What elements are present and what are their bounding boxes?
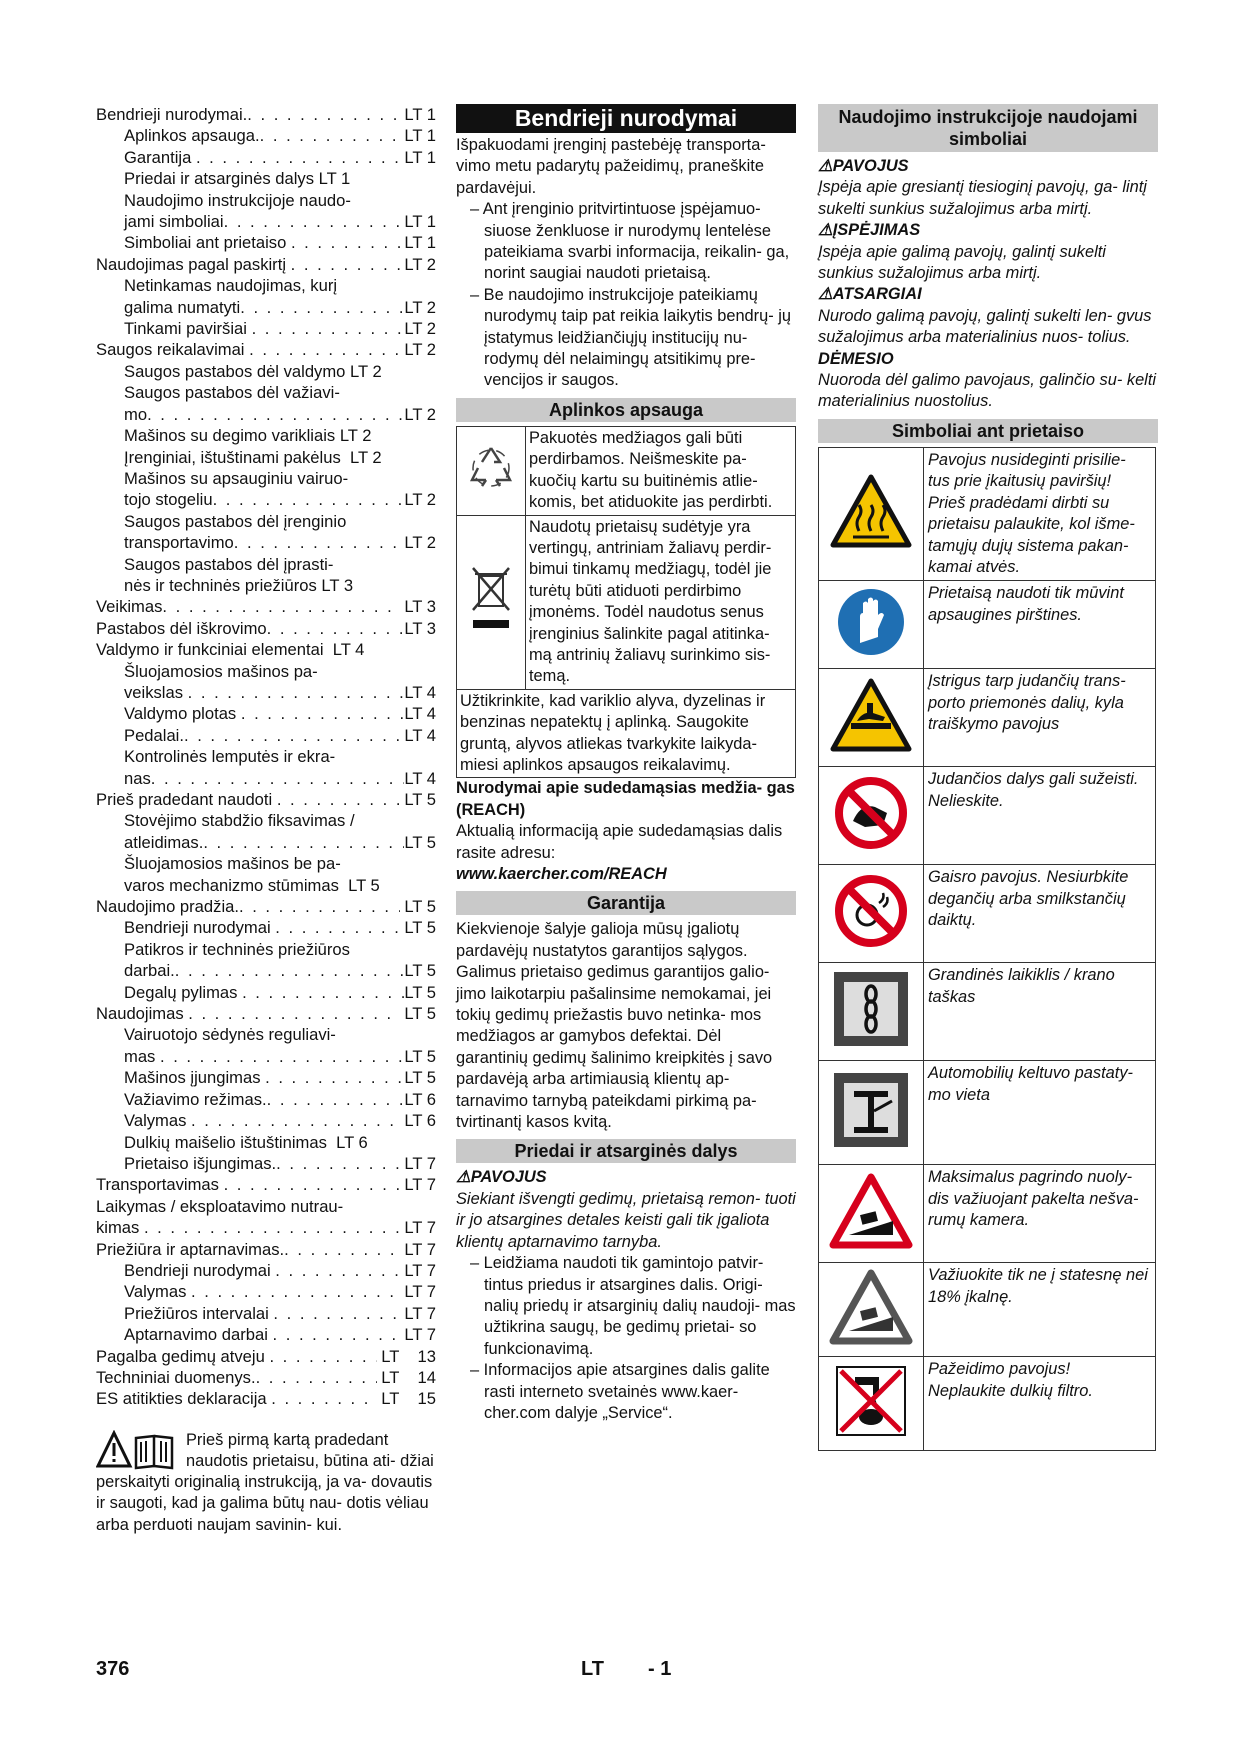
gloves-icon — [836, 587, 906, 657]
no-smoking-icon — [833, 873, 909, 949]
toc-entry-title: Mašinos su degimo varikliais — [124, 426, 336, 446]
section-title-environment: Aplinkos apsauga — [456, 398, 796, 422]
toc-entry[interactable] — [96, 661, 436, 682]
toc-entry-title: Naudojimas — [96, 1004, 189, 1024]
no-touch-icon — [833, 775, 909, 851]
toc-leader-dots — [256, 1367, 377, 1388]
toc-entry-page: LT 7 — [399, 1175, 436, 1195]
toc-entry-page: LT 7 — [399, 1218, 436, 1238]
toc-leader-dots — [241, 703, 404, 724]
toc-entry-title: jami simboliai — [124, 212, 224, 232]
toc-entry[interactable] — [96, 232, 436, 253]
toc-entry-title: atleidimas. — [124, 832, 204, 852]
toc-entry-title: Įrenginiai, ištuštinami pakėlus — [124, 447, 341, 467]
toc-entry[interactable] — [96, 382, 436, 403]
toc-entry[interactable] — [96, 618, 436, 639]
table-of-contents — [96, 104, 436, 1536]
toc-entry-title: Pastabos dėl iškrovimo — [96, 618, 267, 638]
toc-entry[interactable] — [96, 1367, 436, 1388]
toc-entry-page: LT 5 — [399, 1004, 436, 1024]
toc-entry-page: LT 1 — [404, 126, 436, 146]
toc-leader-dots — [188, 1003, 399, 1024]
toc-entry-page: LT 1 — [404, 147, 436, 167]
device-symbols-table — [818, 447, 1156, 1451]
toc-entry[interactable] — [96, 318, 436, 339]
toc-entry-page: LT 5 — [399, 790, 436, 809]
toc-entry-title: Šluojamosios mašinos be pa- — [124, 854, 341, 874]
toc-entry[interactable] — [96, 746, 436, 767]
toc-entry-page: LT 2 — [404, 533, 436, 553]
toc-entry-title: Priedai ir atsarginės dalys — [124, 169, 314, 189]
toc-entry-title: Mašinos įjungimas — [124, 1068, 266, 1088]
toc-entry[interactable] — [96, 810, 436, 831]
column-general — [456, 104, 796, 1424]
environment-packaging-text: Pakuotės medžiagos gali būti perdirbamos. Neišmeskite pa- kuočių kartu su buitinėmis atlie- komis, bet atiduokite jas perdirbti. — [526, 426, 796, 515]
symbol-caution-label: ⚠ATSARGIAI — [818, 285, 922, 304]
toc-leader-dots — [247, 104, 404, 125]
general-bullet-2: – Be naudojimo instrukcijoje pateikiamų nurodymų taip pat reikia laikytis bendrų- jų įstatymus leidžiančiųjų institucijų nu- rodymų dėl nelaimingų atsitikimų pre- vencijos ir saugos. — [470, 285, 792, 390]
toc-entry[interactable] — [96, 168, 436, 189]
device-symbol-text-4: Judančios dalys gali sužeisti. Nelieskite. — [924, 767, 1156, 865]
environment-table — [456, 426, 796, 779]
toc-entry-title: Pagalba gedimų atveju — [96, 1346, 270, 1366]
no-wash-filter-icon — [833, 1363, 909, 1439]
toc-entry-page: LT 2 — [404, 319, 436, 339]
device-symbol-text-3: Įstrigus tarp judančių trans- porto priemonės dalių, kyla traiškymo pavojus — [924, 669, 1156, 767]
toc-entry[interactable] — [96, 447, 436, 468]
toc-entry-title: nas — [124, 768, 151, 788]
toc-entry-title: Saugos pastabos dėl įprasti- — [124, 554, 334, 574]
section-title-symbols: Naudojimo instrukcijoje naudojami simboliai — [818, 104, 1158, 152]
toc-entry[interactable] — [96, 682, 436, 703]
toc-leader-dots — [277, 789, 400, 810]
toc-entry-title: Prietaiso išjungimas. — [124, 1153, 277, 1173]
symbol-danger-label: ⚠PAVOJUS — [818, 157, 909, 175]
toc-entry-title: Priežiūra ir aptarnavimas. — [96, 1239, 285, 1259]
toc-leader-dots — [252, 318, 405, 339]
toc-entry[interactable] — [96, 853, 436, 874]
toc-entry-page: LT 1 — [404, 105, 436, 124]
hot-surface-icon — [829, 473, 913, 549]
toc-leader-dots — [269, 1346, 376, 1367]
toc-entry[interactable] — [96, 1067, 436, 1088]
toc-leader-dots — [276, 1153, 404, 1174]
toc-leader-dots — [160, 1046, 404, 1067]
toc-entry-title: Šluojamosios mašinos pa- — [124, 661, 318, 681]
toc-entry[interactable] — [96, 896, 436, 917]
toc-entry-page: LT 15 — [376, 1389, 436, 1409]
toc-leader-dots — [224, 211, 405, 232]
toc-entry[interactable] — [96, 1089, 436, 1110]
toc-leader-dots — [196, 147, 404, 168]
toc-leader-dots — [271, 1388, 376, 1409]
toc-entry-page: LT 7 — [399, 1239, 436, 1259]
toc-leader-dots — [151, 768, 405, 789]
toc-entry[interactable] — [96, 361, 436, 382]
toc-entry-title: Mašinos su apsauginiu vairuo- — [124, 468, 349, 488]
toc-leader-dots — [240, 297, 404, 318]
toc-entry-page: LT 2 — [345, 361, 382, 381]
symbol-warning-label: ⚠ĮSPĖJIMAS — [818, 221, 921, 240]
toc-entry[interactable] — [96, 875, 436, 896]
toc-entry[interactable] — [96, 1110, 436, 1131]
reach-title: Nurodymai apie sudedamąsias medžia- gas (REACH) — [456, 779, 795, 819]
toc-list — [96, 104, 436, 1410]
toc-entry[interactable] — [96, 960, 436, 981]
device-symbol-text-7: Automobilių keltuvo pastaty- mo vieta — [924, 1061, 1156, 1165]
toc-entry-title: Techniniai duomenys. — [96, 1367, 256, 1387]
toc-entry-title: Saugos reikalavimai — [96, 340, 250, 360]
toc-entry-title: Vairuotojo sėdynės reguliavi- — [124, 1025, 336, 1045]
toc-entry-page: LT 14 — [376, 1367, 436, 1387]
toc-leader-dots — [242, 982, 404, 1003]
toc-entry-page: LT 6 — [404, 1089, 436, 1109]
toc-leader-dots — [213, 489, 405, 510]
toc-entry-page: LT 5 — [338, 875, 380, 895]
toc-entry-page: LT 5 — [404, 982, 436, 1002]
toc-entry-title: veikslas — [124, 682, 188, 702]
toc-entry-title: Tinkami paviršiai — [124, 319, 252, 339]
toc-leader-dots — [265, 1067, 404, 1088]
toc-entry-page: LT 2 — [404, 254, 436, 274]
toc-leader-dots — [147, 404, 404, 425]
symbol-danger-text: Įspėja apie gresiantį tiesioginį pavojų, ga- lintį sukelti sunkius sužalojimus arba mirtį. — [818, 178, 1147, 218]
environment-oil-text: Užtikrinkite, kad variklio alyva, dyzelinas ir benzinas nepatektų į aplinką. Saugokite gruntą, alyvos atliekas tvarkykite laikyda- miesi aplinkos apsaugos reikalavimų. — [457, 689, 796, 778]
toc-leader-dots — [188, 682, 405, 703]
toc-entry-title: Veikimas — [96, 597, 163, 617]
toc-entry[interactable] — [96, 1388, 436, 1409]
toc-entry-title: Kontrolinės lemputės ir ekra- — [124, 747, 336, 767]
toc-leader-dots — [234, 532, 405, 553]
pre-use-note — [96, 1430, 436, 1536]
device-symbol-text-10: Pažeidimo pavojus! Neplaukite dulkių filtro. — [924, 1357, 1156, 1451]
toc-entry-page: LT 4 — [404, 725, 436, 745]
accessories-danger-text: Siekiant išvengti gedimų, prietaisą remon- tuoti ir jo atsargines detales keisti gali tik įgaliota klientų aptarnavimo tarnyba. — [456, 1189, 796, 1251]
accessories-bullet-2: – Informacijos apie atsargines dalis galite rasti interneto svetainės www.kaer- cher.com dalyje „Service“. — [470, 1361, 770, 1422]
toc-entry[interactable] — [96, 1046, 436, 1067]
toc-entry-page: LT 7 — [404, 1282, 436, 1302]
toc-entry[interactable] — [96, 575, 436, 596]
slope-warning-icon — [829, 1173, 913, 1249]
toc-entry-page: LT 3 — [399, 597, 436, 617]
toc-leader-dots — [175, 960, 405, 981]
device-symbol-text-8: Maksimalus pagrindo nuoly- dis važiuojant pakelta nešva- rumų kamera. — [924, 1165, 1156, 1263]
toc-entry-page: LT 5 — [404, 1068, 436, 1088]
toc-leader-dots — [284, 1239, 400, 1260]
toc-entry-title: Patikros ir techninės priežiūros — [124, 939, 350, 959]
pre-use-note-text: Prieš pirmą kartą pradedant naudotis prietaisu, būtina ati- džiai perskaityti originalią instrukciją, ja va- dovautis ir saugoti, kad ja galima būtų nau- dotis vėliau arba perduoti naujam savinin- kui. — [96, 1430, 434, 1534]
toc-entry[interactable] — [96, 275, 436, 296]
toc-entry-page: LT 5 — [404, 1046, 436, 1066]
section-title-device-symbols: Simboliai ant prietaiso — [818, 419, 1158, 443]
column-symbols — [818, 104, 1158, 1451]
section-title-warranty: Garantija — [456, 891, 796, 915]
toc-leader-dots — [260, 125, 405, 146]
toc-entry-page: LT 5 — [399, 897, 436, 917]
toc-entry-title: Netinkamas naudojimas, kurį — [124, 276, 338, 296]
accessories-bullet-1: – Leidžiama naudoti tik gamintojo patvir- tintus priedus ir atsargines dalis. Origi- nalių priedų ir atsarginių dalių naudoji- mas užtikrina saugų, be gedimų prietai- so funkcionavimą. — [470, 1254, 796, 1358]
toc-entry[interactable] — [96, 982, 436, 1003]
toc-entry-title: Pedalai. — [124, 725, 184, 745]
toc-entry[interactable] — [96, 554, 436, 575]
symbol-attention-text: Nuoroda dėl galimo pavojaus, galinčio su- kelti materialinius nuostolius. — [818, 371, 1157, 411]
toc-entry-title: mas — [124, 1046, 160, 1066]
toc-entry-page: LT 1 — [404, 233, 436, 253]
toc-entry[interactable] — [96, 789, 436, 810]
toc-entry[interactable] — [96, 1346, 436, 1367]
toc-entry-title: tojo stogeliu — [124, 490, 213, 510]
toc-entry[interactable] — [96, 1303, 436, 1324]
toc-entry[interactable] — [96, 1174, 436, 1195]
toc-entry-title: Saugos pastabos dėl važiavi- — [124, 383, 340, 403]
toc-entry-title: Bendrieji nurodymai — [124, 918, 276, 938]
reach-text: Aktualią informaciją apie sudedamąsias dalis rasite adresu: — [456, 822, 783, 862]
toc-entry[interactable] — [96, 639, 436, 660]
toc-entry-title: Valymas — [124, 1111, 192, 1131]
toc-entry-title: varos mechanizmo stūmimas — [124, 875, 339, 895]
toc-entry[interactable] — [96, 297, 436, 318]
toc-entry-title: galima numatyti — [124, 297, 241, 317]
toc-entry-page: LT 2 — [404, 340, 436, 360]
toc-entry[interactable] — [96, 254, 436, 275]
toc-entry[interactable] — [96, 125, 436, 146]
toc-entry[interactable] — [96, 104, 436, 125]
symbol-attention-label: DĖMESIO — [818, 349, 894, 368]
toc-entry[interactable] — [96, 703, 436, 724]
symbol-warning-text: Įspėja apie galimą pavojų, galintį sukelti sunkius sužalojimus arba mirtį. — [818, 242, 1106, 283]
toc-entry-title: darbai. — [124, 961, 175, 981]
toc-entry[interactable] — [96, 468, 436, 489]
toc-entry-page: LT 4 — [404, 704, 436, 724]
toc-entry-title: Simboliai ant prietaiso — [124, 233, 291, 253]
slope-18-icon — [829, 1269, 913, 1345]
toc-entry[interactable] — [96, 832, 436, 853]
page-number: 376 — [96, 1658, 130, 1680]
toc-entry[interactable] — [96, 404, 436, 425]
toc-leader-dots — [203, 832, 404, 853]
toc-entry-page: LT 7 — [399, 1260, 436, 1280]
section-title-general: Bendrieji nurodymai — [456, 104, 796, 133]
device-symbol-text-2: Prietaisą naudoti tik mūvint apsaugines pirštines. — [924, 581, 1156, 669]
toc-leader-dots — [273, 1303, 404, 1324]
toc-entry[interactable] — [96, 1132, 436, 1153]
toc-entry-title: Stovėjimo stabdžio fiksavimas / — [124, 811, 355, 831]
toc-entry[interactable] — [96, 1003, 436, 1024]
toc-entry-page: LT 1 — [404, 212, 436, 232]
toc-entry-page: LT 5 — [404, 832, 436, 852]
toc-leader-dots — [191, 1281, 404, 1302]
toc-leader-dots — [273, 1324, 405, 1345]
toc-entry-page: LT 4 — [404, 768, 436, 788]
toc-entry[interactable] — [96, 511, 436, 532]
toc-leader-dots — [184, 725, 404, 746]
toc-entry-title: Saugos pastabos dėl įrenginio — [124, 511, 347, 531]
toc-entry-title: Prieš pradedant naudoti — [96, 790, 277, 809]
toc-entry-title: Aptarnavimo darbai — [124, 1325, 273, 1345]
toc-leader-dots — [291, 254, 405, 275]
toc-entry[interactable] — [96, 339, 436, 360]
device-symbol-text-5: Gaisro pavojus. Nesiurbkite degančių arba smilkstančių daiktų. — [924, 865, 1156, 963]
crush-hazard-icon — [829, 677, 913, 753]
toc-entry[interactable] — [96, 532, 436, 553]
device-symbol-text-6: Grandinės laikiklis / krano taškas — [924, 963, 1156, 1061]
toc-entry[interactable] — [96, 190, 436, 211]
warranty-text: Kiekvienoje šalyje galioja mūsų įgaliotų pardavėjų nustatytos garantijos sąlygos. Galimus prietaiso gedimus garantijos galio- jimo laikotarpiu pašalinsime nemokamai, jei tokių gedimų priežastis buvo netinka- mos medžiagos ar gamybos defektai. Dėl garantinių gedimų šalinimo kreipkitės į savo pardavėją arba artimiausią klientų ap- tarnavimo tarnybą pateikdami pirkimą pa- tvirtinantį kasos kvitą. — [456, 920, 773, 1132]
language-code: LT — [581, 1658, 604, 1680]
toc-entry-title: nės ir techninės priežiūros — [124, 575, 317, 595]
toc-entry-title: Degalų pylimas — [124, 982, 243, 1002]
device-symbol-text-1: Pavojus nusideginti prisilie- tus prie įkaitusių paviršių! Prieš pradėdami dirbti su prietaisu palaukite, kol išme- tamųjų dujų sistema pakan- kamai atvės. — [924, 447, 1156, 580]
toc-entry-page: LT 4 — [404, 682, 436, 702]
toc-leader-dots — [275, 1260, 399, 1281]
toc-entry-page: LT 6 — [404, 1111, 436, 1131]
symbols-list — [818, 156, 1158, 413]
section-title-accessories: Priedai ir atsarginės dalys — [456, 1139, 796, 1163]
toc-entry-page: LT 6 — [326, 1132, 368, 1152]
toc-entry[interactable] — [96, 1024, 436, 1045]
toc-entry[interactable] — [96, 1153, 436, 1174]
toc-entry-title: Naudojimas pagal paskirtį — [96, 254, 291, 274]
toc-entry[interactable] — [96, 1217, 436, 1238]
toc-leader-dots — [267, 618, 405, 639]
toc-leader-dots — [267, 1089, 405, 1110]
toc-entry-page: LT 2 — [404, 404, 436, 424]
section-page-number: - 1 — [648, 1658, 672, 1680]
reach-link[interactable]: www.kaercher.com/REACH — [456, 865, 667, 883]
toc-leader-dots — [291, 232, 404, 253]
toc-entry-title: Bendrieji nurodymai. — [96, 105, 248, 124]
toc-leader-dots — [239, 896, 400, 917]
toc-entry-page: LT 2 — [404, 297, 436, 317]
toc-entry-page: LT 4 — [323, 640, 365, 660]
toc-entry-page: LT 13 — [376, 1346, 436, 1366]
weee-bin-icon — [469, 564, 513, 634]
environment-devices-text: Naudotų prietaisų sudėtyje yra vertingų, antriniam žaliavų perdir- bimui tinkamų medžiagų, todėl jie turėtų būti atiduoti perdirbimo įmonėms. Todėl naudotus senus įrenginius šalinkite pagal atitinka- mą antrinių žaliavų surinkimo sis- temą. — [526, 515, 796, 689]
toc-entry-page: LT 7 — [404, 1303, 436, 1323]
toc-entry-title: Priežiūros intervalai — [124, 1303, 274, 1323]
toc-entry-title: Valdymo plotas — [124, 704, 241, 724]
toc-entry-title: kimas — [96, 1218, 144, 1238]
toc-entry-title: Naudojimo pradžia. — [96, 897, 239, 917]
toc-leader-dots — [144, 1217, 400, 1238]
toc-entry-title: Važiavimo režimas. — [124, 1089, 267, 1109]
toc-entry-title: Saugos pastabos dėl valdymo — [124, 361, 346, 381]
toc-entry[interactable] — [96, 1281, 436, 1302]
toc-entry[interactable] — [96, 1196, 436, 1217]
toc-entry-title: Laikymas / eksploatavimo nutrau- — [96, 1196, 344, 1216]
toc-entry-title: ES atitikties deklaracija — [96, 1389, 272, 1409]
toc-entry-title: Dulkių maišelio ištuštinimas — [124, 1132, 327, 1152]
toc-entry-page: LT 5 — [404, 961, 436, 981]
toc-entry[interactable] — [96, 1239, 436, 1260]
toc-entry-page: LT 3 — [316, 575, 354, 595]
toc-entry[interactable] — [96, 1260, 436, 1281]
toc-entry-page: LT 5 — [399, 918, 436, 938]
general-intro: Išpakuodami įrenginį pastebėję transporta- vimo metu padarytų pažeidimų, praneškite pardavėjui. — [456, 136, 766, 197]
accessories-danger-label: ⚠PAVOJUS — [456, 1168, 547, 1187]
general-bullet-1: – Ant įrenginio pritvirtintuose įspėjamuo- siuose ženkluose ir nurodymų lentelėse pateikiama svarbi informacija, reikalin- ga, norint saugiai naudoti prietaisą. — [470, 200, 790, 283]
recycle-icon — [466, 442, 516, 492]
toc-entry[interactable] — [96, 917, 436, 938]
toc-entry-title: Naudojimo instrukcijoje naudo- — [124, 190, 351, 210]
toc-entry-page: LT 3 — [404, 618, 436, 638]
toc-entry[interactable] — [96, 425, 436, 446]
toc-entry-title: Valdymo ir funkciniai elementai — [96, 640, 324, 660]
chain-hook-icon — [832, 970, 910, 1048]
toc-entry-page: LT 7 — [404, 1325, 436, 1345]
toc-entry[interactable] — [96, 596, 436, 617]
toc-entry[interactable] — [96, 489, 436, 510]
toc-entry-title: Valymas — [124, 1282, 192, 1302]
toc-leader-dots — [249, 339, 404, 360]
toc-entry-title: Transportavimas — [96, 1175, 224, 1195]
toc-entry-title: transportavimo — [124, 533, 234, 553]
toc-leader-dots — [191, 1110, 404, 1131]
toc-entry[interactable] — [96, 147, 436, 168]
toc-leader-dots — [275, 917, 399, 938]
toc-entry-page: LT 2 — [340, 447, 382, 467]
toc-leader-dots — [224, 1174, 400, 1195]
toc-entry-page: LT 2 — [404, 490, 436, 510]
toc-entry-title: Bendrieji nurodymai — [124, 1260, 276, 1280]
device-symbol-text-9: Važiuokite tik ne į statesnę nei 18% įkalnę. — [924, 1263, 1156, 1357]
toc-entry-title: Garantija — [124, 147, 196, 167]
toc-entry-title: Aplinkos apsauga. — [124, 126, 260, 146]
jack-point-icon — [832, 1071, 910, 1149]
toc-entry-page: LT 2 — [335, 426, 372, 446]
symbol-caution-text: Nurodo galimą pavojų, galintį sukelti len- gvus sužalojimus arba materialinius nuos- tolius. — [818, 306, 1152, 347]
toc-entry[interactable] — [96, 939, 436, 960]
toc-entry[interactable] — [96, 211, 436, 232]
toc-leader-dots — [162, 596, 399, 617]
toc-entry[interactable] — [96, 768, 436, 789]
toc-entry[interactable] — [96, 725, 436, 746]
warning-manual-icon — [96, 1430, 180, 1470]
toc-entry-page: LT 7 — [404, 1153, 436, 1173]
toc-entry-title: mo — [124, 404, 148, 424]
toc-entry[interactable] — [96, 1324, 436, 1345]
toc-entry-page: LT 1 — [314, 169, 351, 189]
